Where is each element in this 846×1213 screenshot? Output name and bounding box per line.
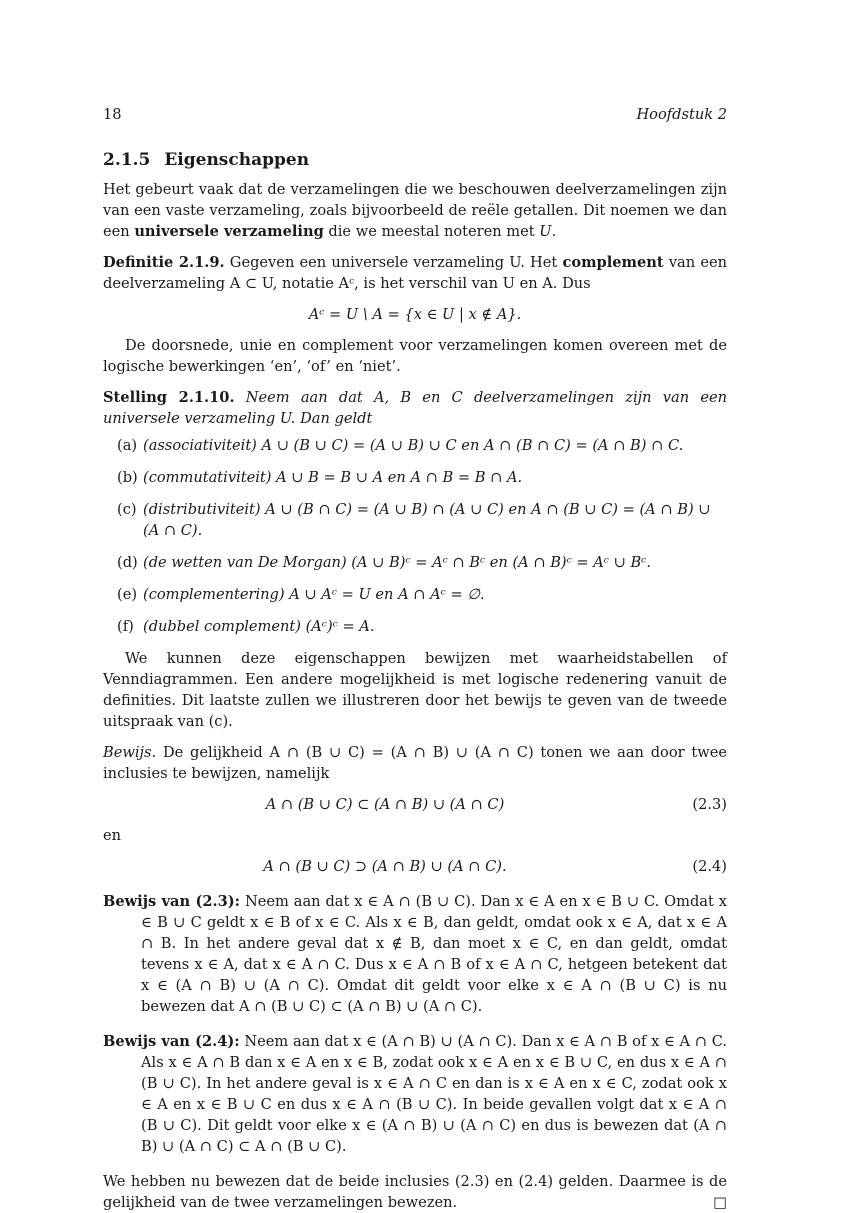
- item-label: (c): [117, 501, 137, 518]
- item-label: (e): [117, 586, 138, 603]
- section-title: Eigenschappen: [164, 150, 310, 170]
- intro-text: Het gebeurt vaak dat de verzamelingen die we beschouwen deelverzamelingen zijn van een vaste verzameling, zoals bijvoorbeeld de reële getallen. Dit noemen we dan een: [103, 181, 727, 240]
- theorem-item-f: [117, 616, 727, 637]
- intro-text-2: die we meestal noteren met: [323, 223, 540, 240]
- definition-term: complement: [562, 254, 664, 271]
- proof-2-4-text: Neem aan dat x ∈ (A ∩ B) ∪ (A ∩ C). Dan x ∈ A ∩ B of x ∈ A ∩ C. Als x ∈ A ∩ B dan x ∈ A en x ∈ B, zodat ook x ∈ A en x ∈ B ∪ C, en dus x ∈ A ∩ (B ∪ C). In het andere geval is x ∈ A ∩ C en dan is x ∈ A en x ∈ C, zodat ook x ∈ A en x ∈ B ∪ C en dus x ∈ A ∩ (B ∪ C). In beide gevallen volgt dat x ∈ A ∩ (B ∪ C). Dit geldt voor elke x ∈ (A ∩ B) ∪ (A ∩ C) en dus is bewezen dat (A ∩ B) ∪ (A ∩ C) ⊂ A ∩ (B ∪ C).: [141, 1033, 727, 1155]
- theorem-item-e: [117, 584, 727, 605]
- intro-end: .: [551, 223, 557, 240]
- conclusion: [103, 1171, 727, 1213]
- proof-2-4-ref: (2.4):: [189, 1033, 240, 1050]
- equation-body: A ∩ (B ∪ C) ⊂ (A ∩ B) ∪ (A ∩ C): [265, 796, 505, 813]
- conclusion-text: We hebben nu bewezen dat de beide inclusies (2.3) en (2.4) gelden. Daarmee is de gelijkheid van de twee verzamelingen bewezen.: [103, 1173, 727, 1211]
- theorem-text: Neem aan dat A, B en C deelverzamelingen zijn van een universele verzameling U. Dan geldt: [103, 389, 727, 427]
- theorem-items: [117, 435, 727, 637]
- item-text: (distributiviteit) A ∪ (B ∩ C) = (A ∪ B) ∩ (A ∪ C) en A ∩ (B ∪ C) = (A ∩ B) ∪ (A ∩ C).: [143, 501, 711, 539]
- theorem-item-b: [117, 467, 727, 488]
- theorem-item-c: [117, 499, 727, 541]
- intro-symbol: U: [539, 223, 552, 240]
- equation-body: A ∩ (B ∪ C) ⊃ (A ∩ B) ∪ (A ∩ C).: [263, 858, 507, 875]
- running-header: [103, 104, 727, 124]
- section-heading: [103, 150, 727, 171]
- complement-formula: Aᶜ = U \ A = {x ∈ U | x ∉ A}.: [308, 306, 522, 323]
- chapter-title: Hoofdstuk 2: [636, 106, 727, 123]
- between-word: en: [103, 827, 122, 844]
- item-text: (de wetten van De Morgan) (A ∪ B)ᶜ = Aᶜ ∩ Bᶜ en (A ∩ B)ᶜ = Aᶜ ∪ Bᶜ.: [143, 554, 651, 571]
- item-text: (dubbel complement) (Aᶜ)ᶜ = A.: [143, 618, 375, 635]
- definition: [103, 252, 727, 294]
- equation-tag: (2.3): [692, 796, 727, 813]
- definition-label: Definitie 2.1.9.: [103, 254, 225, 271]
- proof-2-3-ref: (2.3):: [190, 893, 241, 910]
- equation-2-3: [103, 794, 727, 815]
- proof-2-4: [103, 1031, 727, 1157]
- proof-label: Bewijs.: [103, 744, 157, 761]
- page: [103, 104, 727, 1213]
- equation-2-4: [103, 856, 727, 877]
- item-text: (commutativiteit) A ∪ B = B ∪ A en A ∩ B = B ∩ A.: [143, 469, 523, 486]
- intro-term: universele verzameling: [134, 223, 324, 240]
- theorem-label: Stelling 2.1.10.: [103, 389, 235, 406]
- proof-intro: [103, 742, 727, 784]
- item-label: (f): [117, 618, 134, 635]
- definition-text-2: van een deelverzameling A ⊂ U, notatie Aᶜ, is het verschil van U en A. Dus: [103, 254, 728, 292]
- logic-paragraph: De doorsnede, unie en complement voor verzamelingen komen overeen met de logische bewerkingen ‘en’, ‘of’ en ‘niet’.: [103, 337, 727, 375]
- proof-2-3-label: Bewijs van: [103, 893, 191, 910]
- proof-2-4-label: Bewijs van: [103, 1033, 190, 1050]
- qed-symbol: □: [713, 1194, 727, 1211]
- theorem: [103, 387, 727, 429]
- page-number: 18: [103, 106, 122, 123]
- proofs-paragraph: We kunnen deze eigenschappen bewijzen met waarheidstabellen of Venndiagrammen. Een andere mogelijkheid is met logische redenering vanuit de definities. Dit laatste zullen we illustreren door het bewijs te geven van de tweede uitspraak van (c).: [103, 650, 727, 730]
- proof-text: De gelijkheid A ∩ (B ∪ C) = (A ∩ B) ∪ (A ∩ C) tonen we aan door twee inclusies te bewijzen, namelijk: [103, 744, 727, 782]
- intro-paragraph: [103, 179, 727, 242]
- item-label: (b): [117, 469, 138, 486]
- item-text: (complementering) A ∪ Aᶜ = U en A ∩ Aᶜ = ∅.: [143, 586, 485, 603]
- section-number: 2.1.5: [103, 150, 151, 170]
- definition-text: Gegeven een universele verzameling U. Het: [224, 254, 563, 271]
- item-text: (associativiteit) A ∪ (B ∪ C) = (A ∪ B) ∪ C en A ∩ (B ∩ C) = (A ∩ B) ∩ C.: [143, 437, 684, 454]
- item-label: (a): [117, 437, 138, 454]
- proof-2-3-text: Neem aan dat x ∈ A ∩ (B ∪ C). Dan x ∈ A en x ∈ B ∪ C. Omdat x ∈ B ∪ C geldt x ∈ B of x ∈ C. Als x ∈ B, dan geldt, omdat ook x ∈ A, dat x ∈ A ∩ B. In het andere geval dat x ∉ B, dan moet x ∈ C, en dan geldt, omdat tevens x ∈ A, dat x ∈ A ∩ C. Dus x ∈ A ∩ B of x ∈ A ∩ C, hetgeen betekent dat x ∈ (A ∩ B) ∪ (A ∩ C). Omdat dit geldt voor elke x ∈ A ∩ (B ∪ C) is nu bewezen dat A ∩ (B ∪ C) ⊂ (A ∩ B) ∪ (A ∩ C).: [141, 893, 728, 1015]
- item-label: (d): [117, 554, 138, 571]
- theorem-item-a: [117, 435, 727, 456]
- equation-tag: (2.4): [692, 858, 727, 875]
- proof-2-3: [103, 891, 727, 1017]
- theorem-item-d: [117, 552, 727, 573]
